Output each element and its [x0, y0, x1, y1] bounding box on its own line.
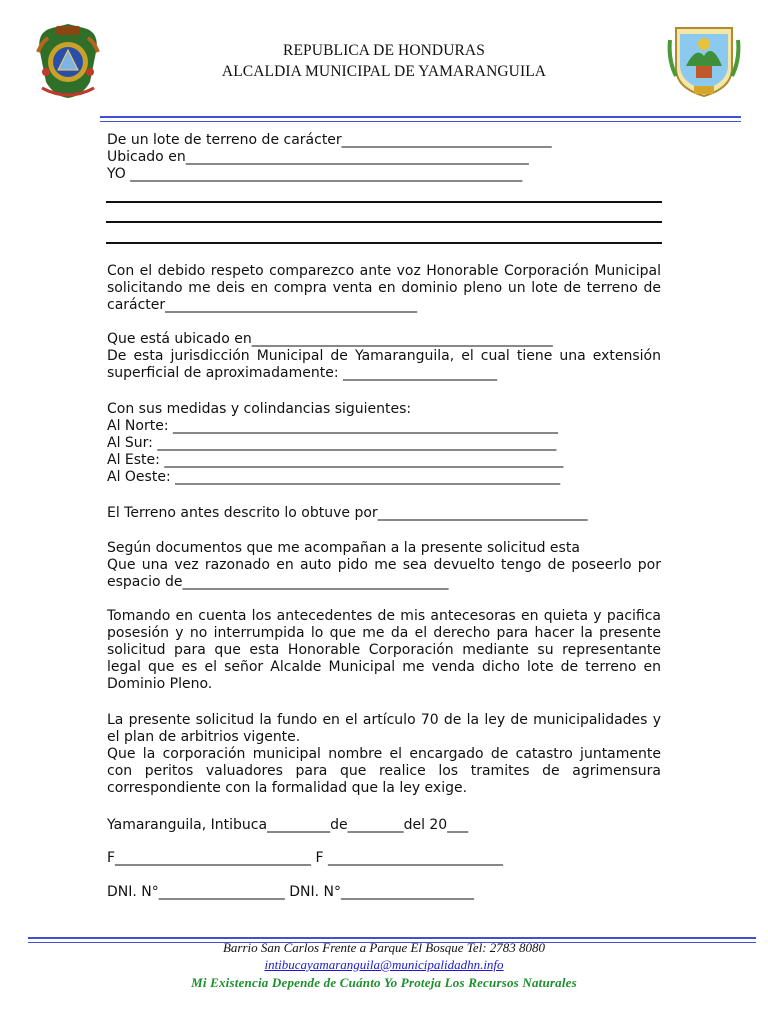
footer-email-link[interactable]: intibucayamaranguila@municipalidadhn.info [264, 957, 504, 972]
header-republic-title: REPUBLICA DE HONDURAS [283, 42, 485, 59]
background-text: Tomando en cuenta los antecedentes de mis antecesoras en quieta y pacifica posesión y no interrumpida lo que me da el derecho para hacer la presente solicitud para que esta Honorable Corporación mediante su representante legal que es el señor Alcalde Municipal me venda dicho lote de terreno en Dominio Pleno. [107, 608, 661, 692]
honduras-coat-of-arms-icon [32, 22, 104, 100]
footer-divider [28, 937, 756, 939]
request-blank: ____________________________________ [165, 297, 418, 313]
possession-period-blank: ______________________________________ [182, 574, 449, 590]
signature-text: F____________________________ F _________________________ [107, 850, 504, 866]
applicant-name-line: YO ________________________________________________________ [107, 166, 523, 182]
jurisdiction-text: De esta jurisdicción Municipal de Yamaranguila, el cual tiene una extensión superficial de aproximadamente: ______________________ [107, 348, 661, 381]
request-paragraph [107, 263, 661, 314]
blank-line [106, 201, 662, 203]
located-in-line: Ubicado en_________________________________________________ [107, 149, 529, 165]
legal-basis-text: La presente solicitud la fundo en el artículo 70 de la ley de municipalidades y el plan de arbitrios vigente. [107, 712, 661, 745]
location-paragraph [107, 331, 661, 382]
cadastre-request-text: Que la corporación municipal nombre el encargado de catastro juntamente con peritos valuadores para que realice los tramites de agrimensura correspondiente con la formalidad que la ley exige. [107, 746, 661, 796]
blank-line [106, 221, 662, 223]
header-divider-thin [100, 121, 741, 122]
boundaries-title: Con sus medidas y colindancias siguientes: [107, 401, 412, 417]
lot-info-section [107, 132, 661, 183]
acquisition-line [107, 505, 661, 522]
east-boundary-line: Al Este: _________________________________________________________ [107, 452, 564, 468]
documents-text: Según documentos que me acompañan a la presente solicitud esta [107, 540, 580, 556]
date-text: Yamaranguila, Intibuca_________de________del 20___ [107, 817, 469, 833]
west-boundary-line: Al Oeste: _______________________________________________________ [107, 469, 561, 485]
footer-address: Barrio San Carlos Frente a Parque El Bosque Tel: 2783 8080 [222, 940, 546, 955]
located-at-line: Que está ubicado en___________________________________________ [107, 331, 553, 347]
header-divider [100, 116, 741, 118]
south-boundary-line: Al Sur: _________________________________________________________ [107, 435, 557, 451]
footer-motto: Mi Existencia Depende de Cuánto Yo Proteja Los Recursos Naturales [191, 975, 577, 990]
lot-character-line: De un lote de terreno de carácter______________________________ [107, 132, 552, 148]
documents-paragraph [107, 540, 661, 591]
background-paragraph [107, 608, 661, 693]
dni-line [107, 884, 661, 901]
signature-line [107, 850, 661, 867]
header-municipality-title: ALCALDIA MUNICIPAL DE YAMARANGUILA [221, 63, 547, 80]
boundaries-section [107, 401, 661, 486]
legal-basis-paragraph [107, 712, 661, 797]
dni-text: DNI. N°__________________ DNI. N°___________________ [107, 884, 474, 900]
acquisition-text: El Terreno antes descrito lo obtuve por______________________________ [107, 505, 588, 521]
date-line [107, 817, 661, 834]
blank-line [106, 242, 662, 244]
return-request-text: Que una vez razonado en auto pido me sea devuelto tengo de poseerlo por espacio de [107, 557, 661, 590]
request-text: Con el debido respeto comparezco ante voz Honorable Corporación Municipal solicitando me deis en compra venta en dominio pleno un lote de terreno de carácter [107, 263, 661, 313]
north-boundary-line: Al Norte: _______________________________________________________ [107, 418, 558, 434]
